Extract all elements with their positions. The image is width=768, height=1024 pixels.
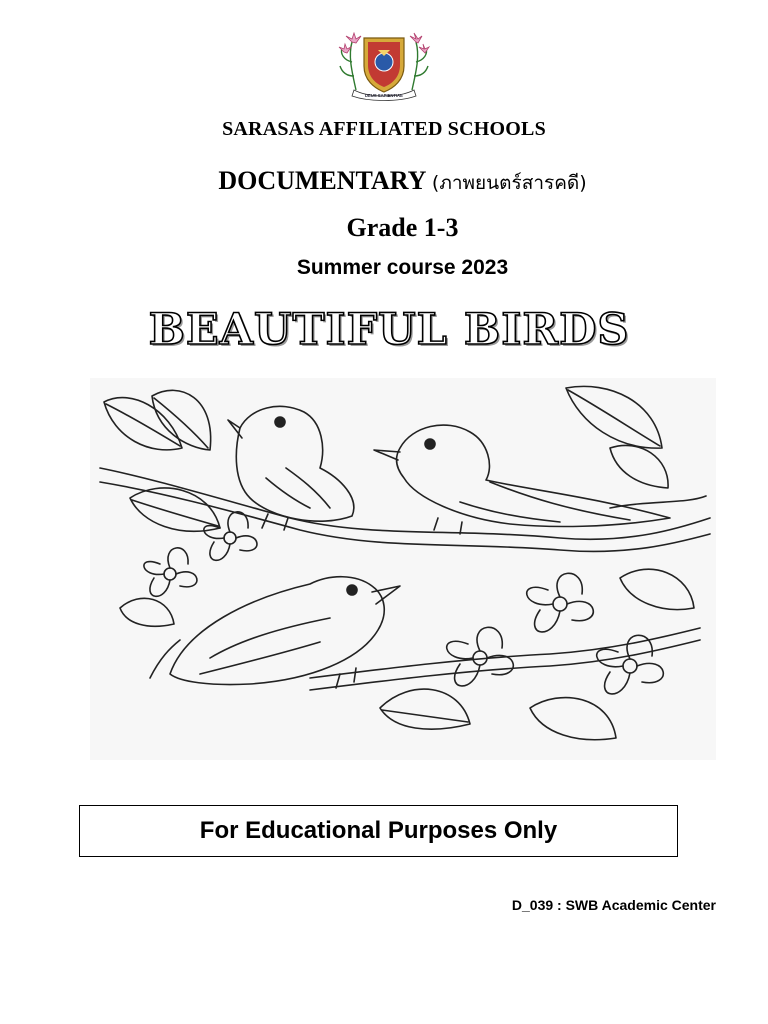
documentary-thai-label: (ภาพยนตร์สารคดี) — [431, 172, 587, 194]
crest-motto: DEUS SAPIENTIAE — [365, 93, 403, 98]
school-name: SARASAS AFFILIATED SCHOOLS — [222, 118, 546, 140]
school-crest-icon — [334, 32, 434, 102]
notice-text: For Educational Purposes Only — [199, 817, 558, 844]
documentary-label: DOCUMENTARY — [218, 166, 426, 195]
birds-on-branch-coloring-illustration — [90, 378, 716, 760]
document-code: D_039 : SWB Academic Center — [511, 897, 716, 913]
grade-level: Grade 1-3 — [346, 213, 459, 242]
course-name: Summer course 2023 — [296, 256, 509, 279]
documentary-heading — [0, 166, 768, 198]
page-title: BEAUTIFUL BIRDS — [148, 305, 630, 355]
notice-box — [79, 805, 678, 857]
